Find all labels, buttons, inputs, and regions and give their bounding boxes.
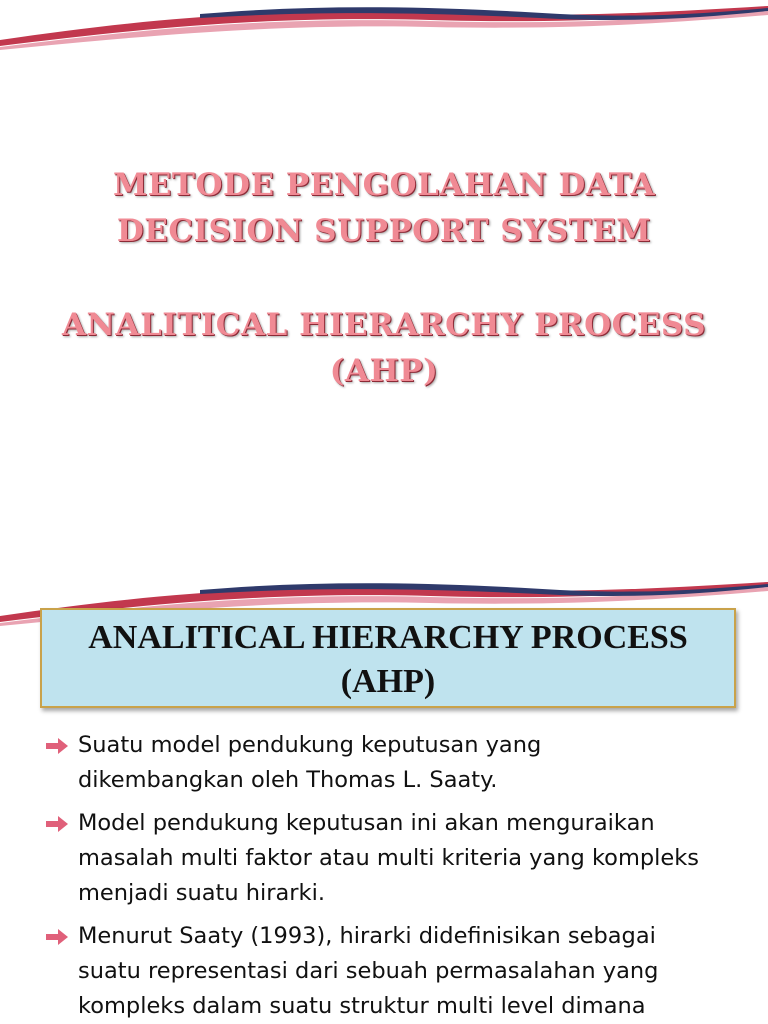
bullet-item xyxy=(44,728,744,798)
section-header-line: ANALITICAL HIERARCHY PROCESS xyxy=(88,619,688,656)
section-header-box xyxy=(40,608,736,708)
right-arrow-icon xyxy=(44,813,70,835)
bullet-line: kompleks dalam suatu struktur multi level dimana xyxy=(78,993,646,1019)
slide-subtitle-line: (AHP) xyxy=(329,353,439,389)
bullet-line: menjadi suatu hirarki. xyxy=(78,880,325,906)
slide-title xyxy=(0,162,768,254)
right-arrow-icon xyxy=(44,735,70,757)
bullet-list xyxy=(44,728,744,1024)
section-header-line: (AHP) xyxy=(340,663,436,700)
bullet-item xyxy=(44,806,744,911)
slide-title-line: METODE PENGOLAHAN DATA xyxy=(112,167,656,203)
bullet-line: Menurut Saaty (1993), hirarki didefinisikan sebagai xyxy=(78,923,656,949)
bullet-line: masalah multi faktor atau multi kriteria yang kompleks xyxy=(78,845,699,871)
bullet-line: Model pendukung keputusan ini akan menguraikan xyxy=(78,810,655,836)
bullet-line: Suatu model pendukung keputusan yang xyxy=(78,732,542,758)
slide-subtitle-line: ANALITICAL HIERARCHY PROCESS xyxy=(62,307,706,343)
bullet-line: suatu representasi dari sebuah permasalahan yang xyxy=(78,958,659,984)
content-slide xyxy=(0,576,768,1024)
decorative-swoosh-top xyxy=(0,0,768,50)
slide-title-line: DECISION SUPPORT SYSTEM xyxy=(116,213,652,249)
bullet-line: dikembangkan oleh Thomas L. Saaty. xyxy=(78,767,498,793)
bullet-item xyxy=(44,919,744,1024)
right-arrow-icon xyxy=(44,926,70,948)
slide-separator xyxy=(0,560,768,576)
slide-subtitle xyxy=(0,302,768,394)
